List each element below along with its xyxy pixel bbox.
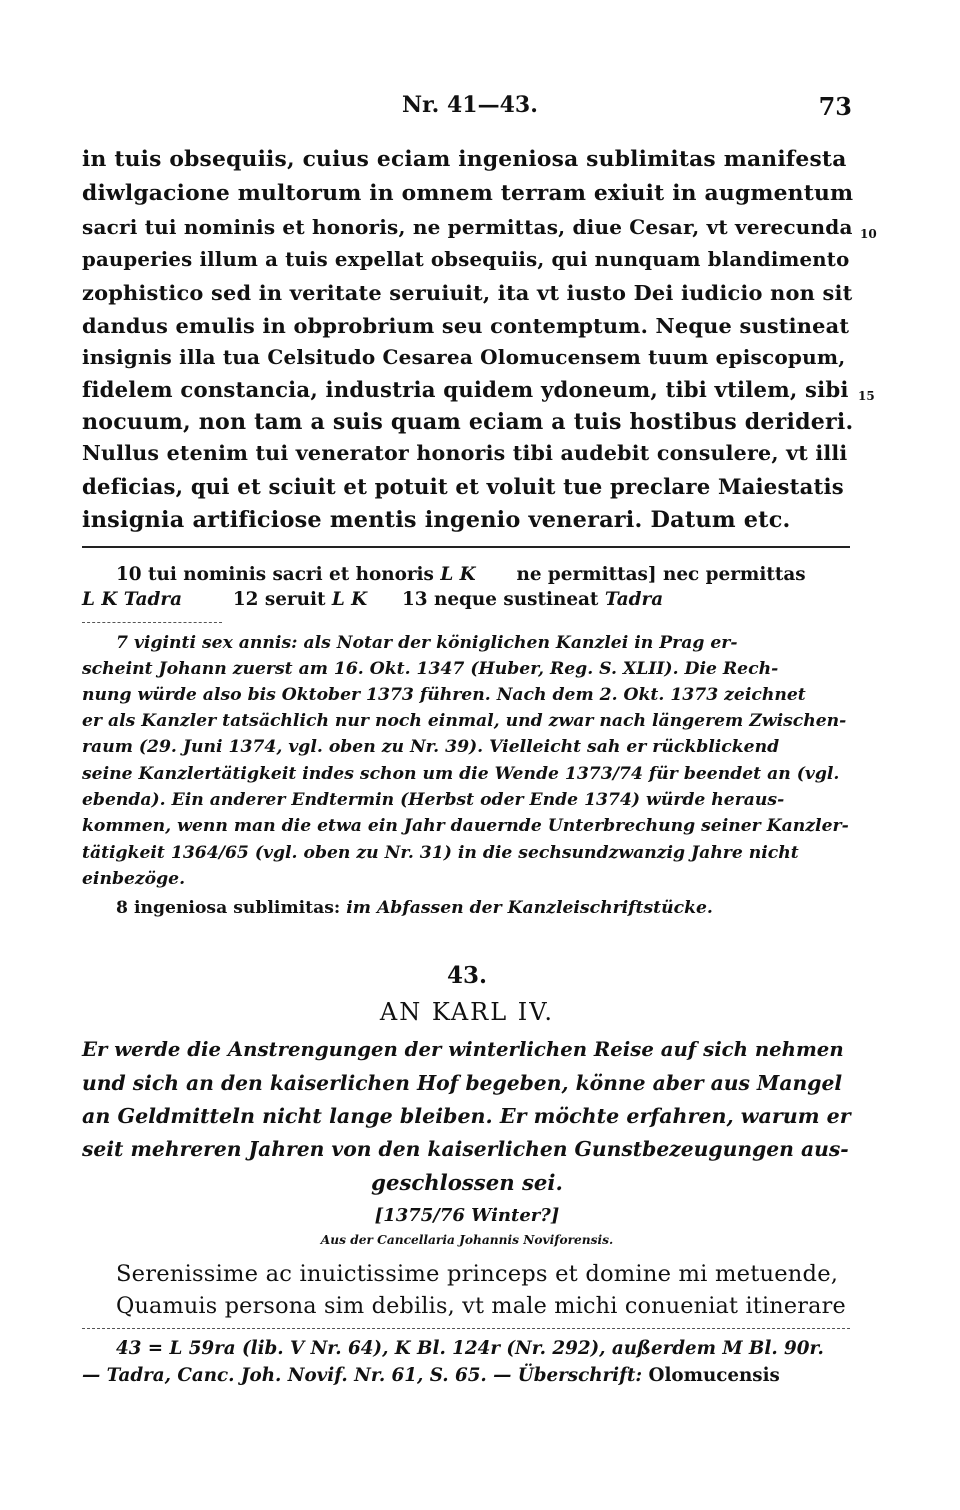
footnote-line: 43 = L 59ra (lib. V Nr. 64), K Bl. 124r (Nr. 292), außerdem M Bl. 90r. (116, 1338, 824, 1359)
body-line: sacri tui nominis et honoris, ne permittas, diue Cesar, vt verecunda (82, 215, 853, 239)
page-number: 73 (818, 92, 852, 121)
footnote-text: Olomucensis (648, 1365, 780, 1386)
date-line: [1375/76 Winter?] (374, 1205, 560, 1226)
body-line: insignis illa tua Celsitudo Cesarea Olomucensem tuum episcopum, (82, 345, 846, 369)
siglum: L K (440, 564, 476, 585)
body-line: nocuum, non tam a suis quam eciam a tuis hostibus derideri. (82, 409, 854, 435)
footnote-text: — Tadra, Canc. Joh. Novif. Nr. 61, S. 65. — Überschrift: (82, 1365, 643, 1386)
footnote-line (82, 1365, 852, 1386)
commentary-line: ebenda). Ein anderer Endtermin (Herbst oder Ende 1374) würde heraus- (82, 790, 785, 810)
variant-reading: 13 neque sustineat (401, 589, 599, 610)
source-line: Aus der Cancellaria Johannis Noviforensis. (320, 1233, 614, 1247)
separator-dashes (82, 622, 222, 623)
body-line: insignia artificiose mentis ingenio venerari. Datum etc. (82, 507, 791, 533)
line-number-marker: 10 (860, 227, 877, 241)
running-title: Nr. 41—43. (402, 92, 538, 118)
commentary-line: er als Kanzler tatsächlich nur noch einmal, und zwar nach längerem Zwischen- (82, 711, 847, 731)
commentary-line: kommen, wenn man die etwa ein Jahr dauernde Unterbrechung seiner Kanzler- (82, 816, 849, 836)
regest-line: und sich an den kaiserlichen Hof begeben, könne aber aus Mangel (82, 1071, 843, 1095)
body-line: pauperies illum a tuis expellat obsequiis, qui nunquam blandimento (82, 248, 850, 271)
commentary-line: einbezöge. (82, 869, 186, 889)
siglum: Tadra (604, 589, 664, 610)
commentary-line: raum (29. Juni 1374, vgl. oben zu Nr. 39). Vielleicht sah er rückblickend (82, 737, 780, 757)
siglum: L K Tadra (82, 589, 183, 610)
apparatus-line (116, 564, 852, 585)
regest-line: geschlossen sei. (371, 1170, 563, 1195)
commentary-line: nung würde also bis Oktober 1373 führen. Nach dem 2. Okt. 1373 zeichnet (82, 685, 806, 705)
running-header (82, 92, 852, 124)
commentary-line: 7 viginti sex annis: als Notar der königlichen Kanzlei in Prag er- (116, 633, 738, 653)
apparatus-rule (82, 546, 850, 548)
body-line: dandus emulis in obprobrium seu contemptum. Neque sustineat (82, 313, 850, 338)
apparatus-line (82, 589, 852, 610)
commentary-line (116, 898, 852, 918)
line-number-marker: 15 (858, 389, 875, 403)
commentary-line: tätigkeit 1364/65 (vgl. oben zu Nr. 31) in die sechsundzwanzig Jahre nicht (82, 843, 799, 863)
body-line: diwlgacione multorum in omnem terram exiuit in augmentum (82, 181, 854, 206)
variant-reading: ne permittas] nec permittas (516, 564, 806, 585)
section-number: 43. (446, 962, 487, 989)
body-line: fidelem constancia, industria quidem ydoneum, tibi vtilem, sibi (82, 377, 849, 402)
body-line: deficias, qui et sciuit et potuit et voluit tue preclare Maiestatis (82, 474, 844, 499)
salutation-line: Serenissime ac inuictissime princeps et domine mi metuende, (116, 1261, 839, 1287)
siglum: L K (331, 589, 368, 610)
commentary-note: im Abfassen der Kanzleischriftstücke. (346, 898, 713, 918)
regest-line: Er werde die Anstrengungen der winterlichen Reise auf sich nehmen (82, 1038, 844, 1061)
commentary-lemma: 8 ingeniosa sublimitas: (116, 898, 341, 918)
regest-line: seit mehreren Jahren von den kaiserlichen Gunstbezeugungen aus- (82, 1137, 849, 1161)
regest-line: an Geldmitteln nicht lange bleiben. Er möchte erfahren, warum er (82, 1104, 851, 1128)
commentary-line: seine Kanzlertätigkeit indes schon um die Wende 1373/74 für beendet an (vgl. (82, 764, 840, 784)
commentary-line: scheint Johann zuerst am 16. Okt. 1347 (Huber, Reg. S. XLII). Die Rech- (82, 659, 779, 679)
body-line: Nullus etenim tui venerator honoris tibi audebit consulere, vt illi (82, 441, 848, 465)
letter-line: Quamuis persona sim debilis, vt male michi conueniat itinerare (116, 1293, 846, 1319)
body-line: zophistico sed in veritate seruiuit, ita vt iusto Dei iudicio non sit (82, 280, 853, 305)
variant-reading: 12 seruit (232, 589, 326, 610)
variant-reading: 10 tui nominis sacri et honoris (116, 564, 434, 585)
footnote-rule (82, 1328, 850, 1329)
section-title: AN KARL IV. (379, 998, 555, 1026)
body-line: in tuis obsequiis, cuius eciam ingeniosa sublimitas manifesta (82, 147, 847, 172)
